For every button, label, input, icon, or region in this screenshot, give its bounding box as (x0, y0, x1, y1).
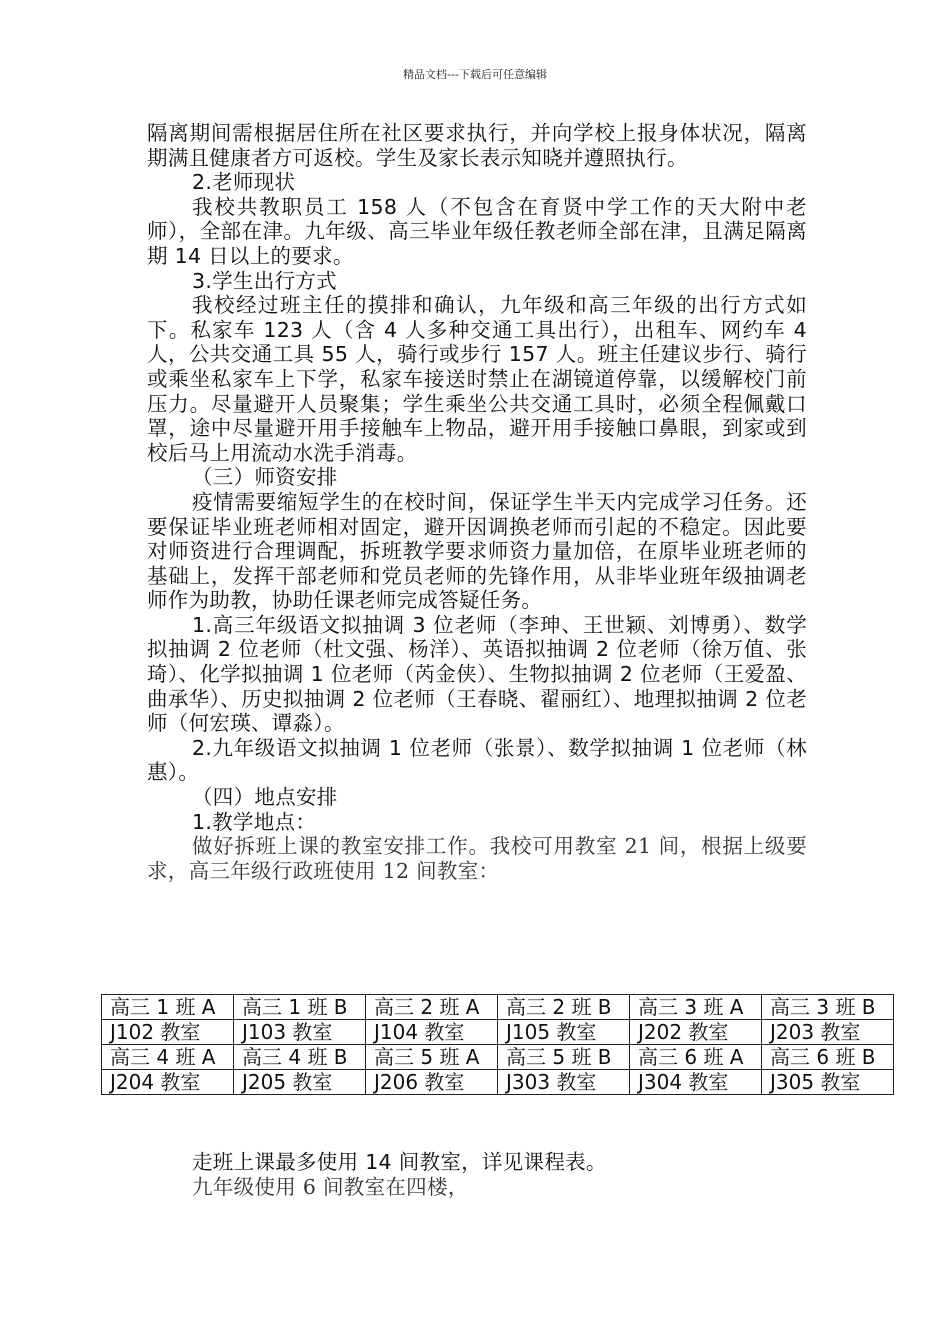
page-header: 精品文档---下载后可任意编辑 (403, 68, 547, 81)
section-heading: （三）师资安排 (192, 465, 338, 490)
paragraph: 1.高三年级语文拟抽调 3 位老师（李珅、王世颖、刘博勇）、数学拟抽调 2 位老师（杜文强、杨洋）、英语拟抽调 2 位老师（徐万值、张琦）、化学拟抽调 1 位老师（芮金侠）、生物拟抽调 2 位老师（王爱盈、曲承华）、历史拟抽调 2 位老师（王春晓、翟丽红）、地理拟抽调 2 位老师（何宏瑛、谭淼）。 (147, 612, 807, 736)
table-cell: 高三 2 班 A (366, 995, 498, 1020)
section-heading: 1.教学地点： (192, 809, 317, 834)
table-row (102, 1020, 894, 1045)
table-cell: 高三 4 班 B (234, 1045, 366, 1070)
paragraph: 我校经过班主任的摸排和确认，九年级和高三年级的出行方式如下。私家车 123 人（含 4 人多种交通工具出行），出租车、网约车 4 人，公共交通工具 55 人，骑行或步行 157 人。班主任建议步行、骑行或乘坐私家车上下学，私家车接送时禁止在湖镜道停靠，以缓解校门前压力。尽量避开人员聚集；学生乘坐公共交通工具时，必须全程佩戴口罩，途中尽量避开用手接触车上物品，避开用手接触口鼻眼，到家或到校后马上用流动水洗手消毒。 (147, 293, 807, 465)
table-row (102, 1045, 894, 1070)
classroom-table (101, 994, 894, 1095)
table-cell: J103 教室 (234, 1020, 366, 1045)
paragraph: 做好拆班上课的教室安排工作。我校可用教室 21 间，根据上级要求，高三年级行政班使用 12 间教室： (147, 834, 807, 883)
paragraph: 2.九年级语文拟抽调 1 位老师（张景）、数学拟抽调 1 位老师（林惠）。 (147, 735, 807, 785)
table-cell: J105 教室 (498, 1020, 630, 1045)
table-cell: J204 教室 (102, 1070, 234, 1095)
paragraph: 走班上课最多使用 14 间教室，详见课程表。 (192, 1150, 607, 1174)
table-cell: J305 教室 (762, 1070, 894, 1095)
table-cell: 高三 5 班 A (366, 1045, 498, 1070)
table-cell: 高三 1 班 A (102, 995, 234, 1020)
table-cell: 高三 3 班 B (762, 995, 894, 1020)
paragraph: 我校共教职员工 158 人（不包含在育贤中学工作的天大附中老师），全部在津。九年级、高三毕业年级任教老师全部在津，且满足隔离期 14 日以上的要求。 (147, 194, 807, 268)
table-cell: J206 教室 (366, 1070, 498, 1095)
table-cell: 高三 4 班 A (102, 1045, 234, 1070)
table-cell: J205 教室 (234, 1070, 366, 1095)
document-body-continued (147, 1150, 807, 1199)
table-row (102, 1070, 894, 1095)
table-cell: J203 教室 (762, 1020, 894, 1045)
table-cell: 高三 1 班 B (234, 995, 366, 1020)
table-cell: 高三 2 班 B (498, 995, 630, 1020)
table-cell: 高三 3 班 A (630, 995, 762, 1020)
table-cell: J202 教室 (630, 1020, 762, 1045)
table-cell: J303 教室 (498, 1070, 630, 1095)
table-cell: 高三 5 班 B (498, 1045, 630, 1070)
section-heading: 2.老师现状 (192, 170, 296, 195)
section-heading: 3.学生出行方式 (192, 268, 337, 293)
table-cell: 高三 6 班 A (630, 1045, 762, 1070)
document-body (147, 121, 807, 883)
table-cell: J102 教室 (102, 1020, 234, 1045)
paragraph: 隔离期间需根据居住所在社区要求执行，并向学校上报身体状况，隔离期满且健康者方可返校。学生及家长表示知晓并遵照执行。 (147, 121, 807, 170)
table-cell: J104 教室 (366, 1020, 498, 1045)
section-heading: （四）地点安排 (192, 785, 338, 810)
table-cell: J304 教室 (630, 1070, 762, 1095)
table-cell: 高三 6 班 B (762, 1045, 894, 1070)
paragraph: 九年级使用 6 间教室在四楼， (192, 1174, 469, 1199)
table-row (102, 995, 894, 1020)
paragraph: 疫情需要缩短学生的在校时间，保证学生半天内完成学习任务。还要保证毕业班老师相对固定，避开因调换老师而引起的不稳定。因此要对师资进行合理调配，拆班教学要求师资力量加倍，在原毕业班老师的基础上，发挥干部老师和党员老师的先锋作用，从非毕业班年级抽调老师作为助教，协助任课老师完成答疑任务。 (147, 489, 807, 613)
